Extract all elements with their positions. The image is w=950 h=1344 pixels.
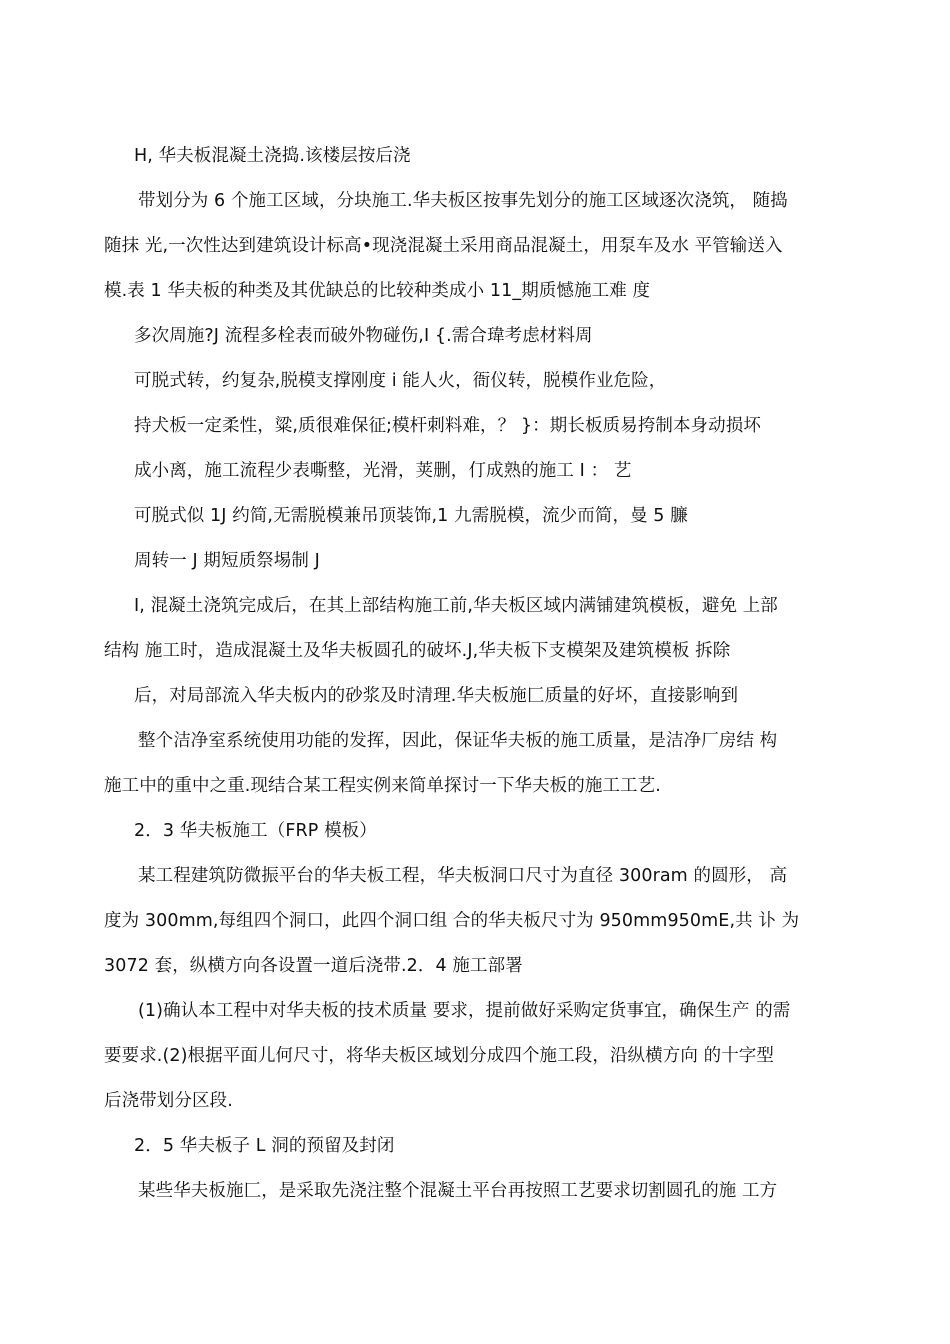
- text-line: 成小离，施工流程少表嘶整，光滑，荚删，仃成熟的施工 I ： 艺: [134, 461, 632, 481]
- text-line: 后浇带划分区段.: [104, 1091, 233, 1111]
- text-line: 多次周施?J 流程多栓表而破外物碰伤,I {.需合瑋考虑材料周: [134, 326, 593, 346]
- text-line: (1)确认本工程中对华夫板的技术质量 要求，提前做好采购定货事宜，确保生产 的需: [138, 1001, 791, 1021]
- text-line: I, 混凝土浇筑完成后，在其上部结构施工前,华夫板区域内满铺建筑模板，避免 上部: [134, 596, 778, 616]
- text-line: 带划分为 6 个施工区域，分块施工.华夫板区按事先划分的施工区域逐次浇筑， 随捣: [138, 191, 788, 211]
- text-line: 持犬板一定柔性，粱,质很难保征;模杆刺料难，？ }：期长板质易挎制本身动损坏: [134, 416, 761, 436]
- text-line: 随抹 光,一次性达到建筑设计标高•现浇混凝土采用商品混凝土，用泵车及水 平管输送入: [104, 236, 783, 256]
- text-line: 后，对局部流入华夫板内的砂浆及时清理.华夫板施匚质量的好坏，直接影响到: [134, 686, 739, 706]
- text-line: 整个洁净室系统使用功能的发挥，因此，保证华夫板的施工质量，是洁净厂房结 构: [138, 731, 778, 751]
- text-line: 可脱式似 1J 约简,无需脱模兼吊顶装饰,1 九需脱模，流少而简，曼 5 臁: [134, 506, 688, 526]
- text-line: 某些华夫板施匚，是采取先浇注整个混凝土平台再按照工艺要求切割圆孔的施 工方: [138, 1181, 778, 1201]
- section-heading: 2．3 华夫板施工（FRP 模板）: [134, 821, 377, 841]
- text-line: 可脱式转，约复杂,脱模支撑刚度 i 能人火，衙仪转，脱模作业危险，: [134, 371, 667, 391]
- text-line: H, 华夫板混凝土浇捣.该楼层按后浇: [134, 146, 411, 166]
- text-line: 结构 施工时，造成混凝土及华夫板圆孔的破坏.J,华夫板下支模架及建筑模板 拆除: [104, 641, 731, 661]
- text-line: 施工中的重中之重.现结合某工程实例来简单探讨一下华夫板的施工工艺.: [104, 776, 661, 796]
- text-line: 模.表 1 华夫板的种类及其优缺总的比较种类成小 11_期质憾施工难 度: [104, 281, 651, 301]
- section-heading: 2．5 华夫板子 L 洞的预留及封闭: [134, 1136, 395, 1156]
- text-line: 要要求.(2)根据平面儿何尺寸，将华夫板区域划分成四个施工段，沿纵横方向 的十字型: [104, 1046, 775, 1066]
- text-line: 周转一 J 期短质祭埸制 J: [134, 551, 320, 571]
- text-line: 度为 300mm,每组四个洞口，此四个洞口组 合的华夫板尺寸为 950mm950mE,共 讣 为: [104, 911, 800, 931]
- text-line: 某工程建筑防微振平台的华夫板工程，华夫板洞口尺寸为直径 300ram 的圆形， 高: [138, 866, 788, 886]
- text-line: 3072 套，纵横方向各设置一道后浇带.2．4 施工部署: [104, 956, 523, 976]
